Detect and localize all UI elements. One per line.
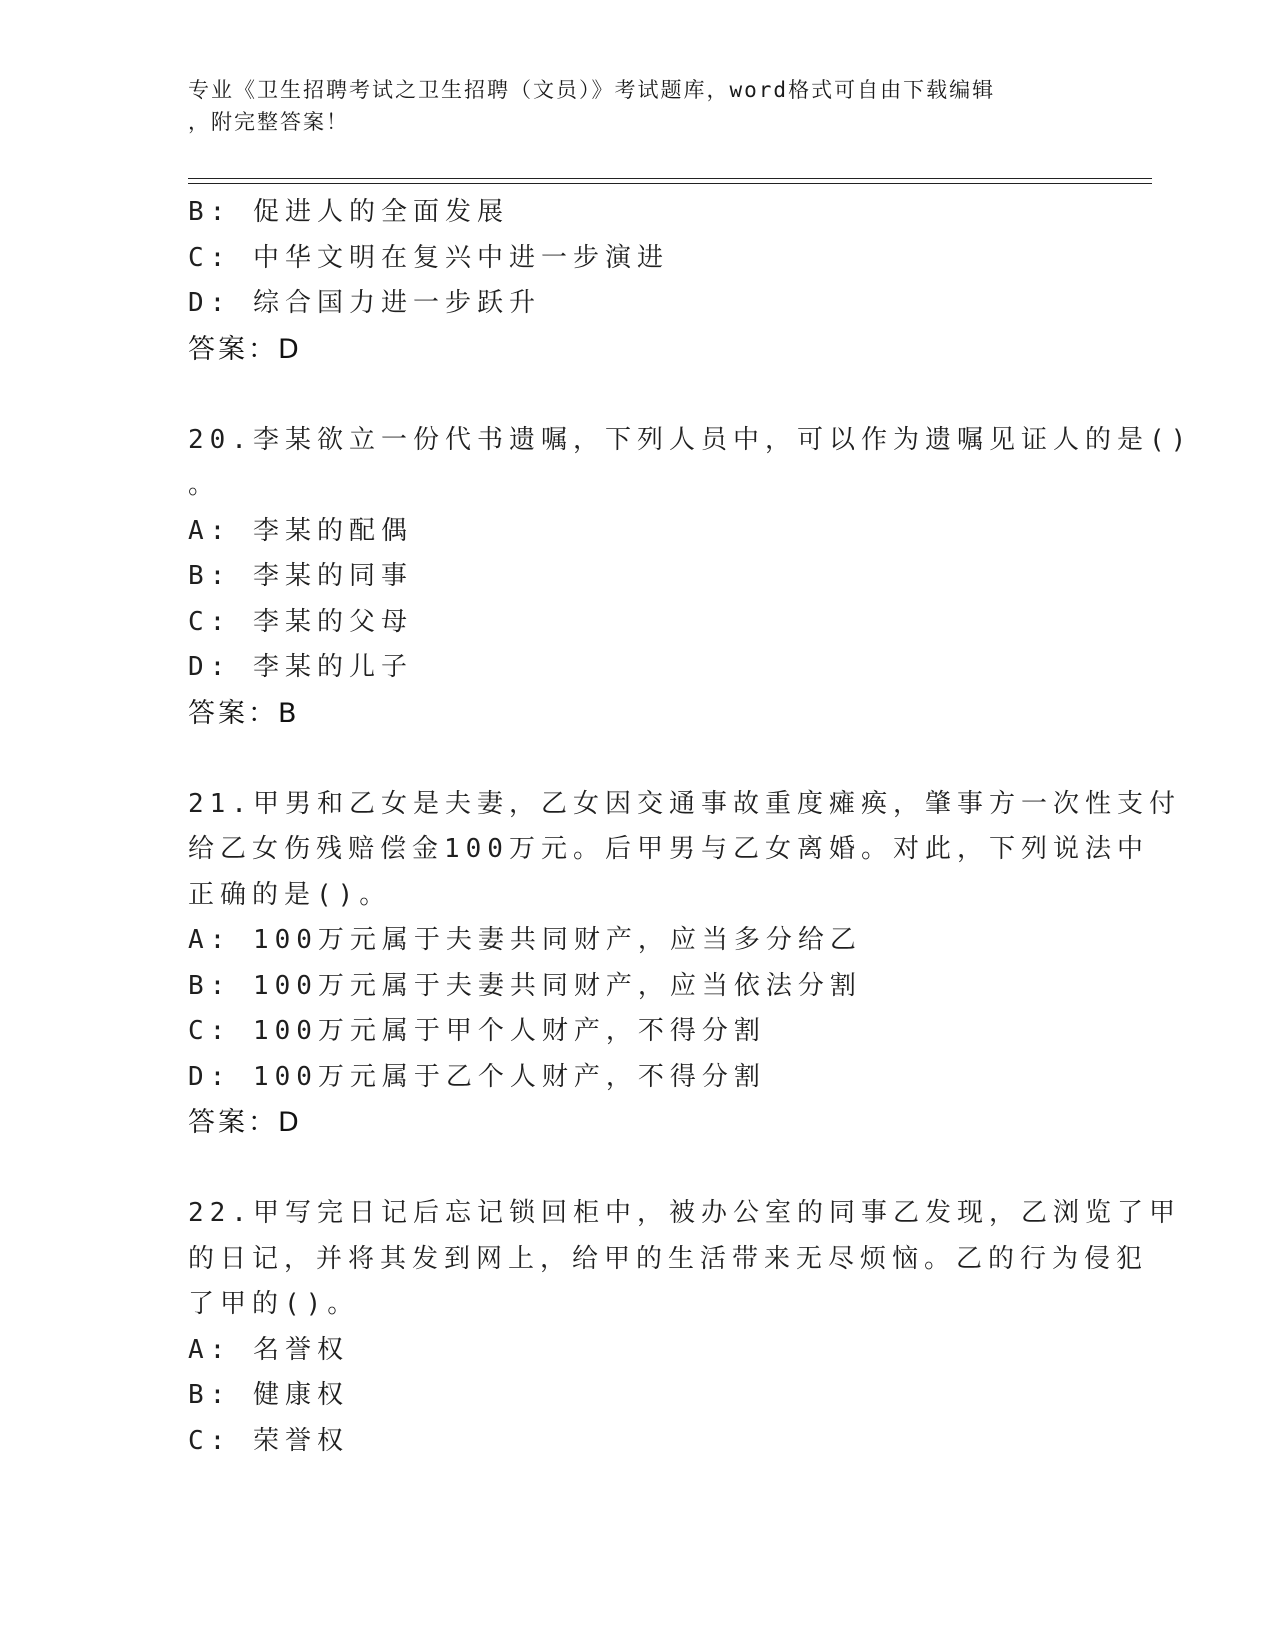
question-stem: 。 <box>188 470 221 500</box>
answer-line: 答案：B <box>188 697 300 729</box>
spacer <box>188 1146 1088 1192</box>
option-d: D: 李某的儿子 <box>188 652 413 682</box>
spacer <box>188 372 1088 418</box>
header-rule-top <box>188 178 1152 179</box>
question-stem: 了甲的()。 <box>188 1289 360 1319</box>
question-stem: 22.甲写完日记后忘记锁回柜中，被办公室的同事乙发现，乙浏览了甲 <box>188 1198 1181 1228</box>
option-a: A: 李某的配偶 <box>188 515 413 546</box>
answer-line: 答案：D <box>188 333 302 365</box>
option-a: A: 100万元属于夫妻共同财产，应当多分给乙 <box>188 925 862 955</box>
option-c: C: 荣誉权 <box>188 1425 349 1456</box>
question-stem: 21.甲男和乙女是夫妻，乙女因交通事故重度瘫痪，肇事方一次性支付 <box>188 788 1181 819</box>
page-header <box>188 74 1088 138</box>
option-c: C: 李某的父母 <box>188 606 413 637</box>
option-c: C: 100万元属于甲个人财产，不得分割 <box>188 1016 766 1046</box>
question-22 <box>188 1191 1181 1464</box>
option-b: B: 100万元属于夫妻共同财产，应当依法分割 <box>188 970 862 1001</box>
option-b: B: 李某的同事 <box>188 561 413 591</box>
header-rule-bottom <box>188 183 1152 184</box>
question-stem: 的日记，并将其发到网上，给甲的生活带来无尽烦恼。乙的行为侵犯 <box>188 1243 1149 1274</box>
header-line-1: 专业《卫生招聘考试之卫生招聘（文员）》考试题库，word格式可自由下载编辑 <box>188 78 996 102</box>
option-b: B: 促进人的全面发展 <box>188 197 509 227</box>
option-d: D: 100万元属于乙个人财产，不得分割 <box>188 1061 766 1092</box>
option-d: D: 综合国力进一步跃升 <box>188 288 541 318</box>
spacer <box>188 736 1088 782</box>
option-c: C: 中华文明在复兴中进一步演进 <box>188 242 669 273</box>
question-list <box>188 190 1193 1464</box>
question-stem: 20.李某欲立一份代书遗嘱，下列人员中，可以作为遗嘱见证人的是() <box>188 424 1193 455</box>
header-line-2: ，附完整答案！ <box>188 110 349 134</box>
answer-line: 答案：D <box>188 1107 302 1138</box>
option-b: B: 健康权 <box>188 1380 349 1410</box>
option-a: A: 名誉权 <box>188 1334 349 1365</box>
question-19-tail <box>188 190 1088 372</box>
question-21 <box>188 782 1181 1146</box>
question-stem: 正确的是()。 <box>188 879 392 910</box>
question-20 <box>188 418 1193 737</box>
question-stem: 给乙女伤残赔偿金100万元。后甲男与乙女离婚。对此，下列说法中 <box>188 834 1149 864</box>
